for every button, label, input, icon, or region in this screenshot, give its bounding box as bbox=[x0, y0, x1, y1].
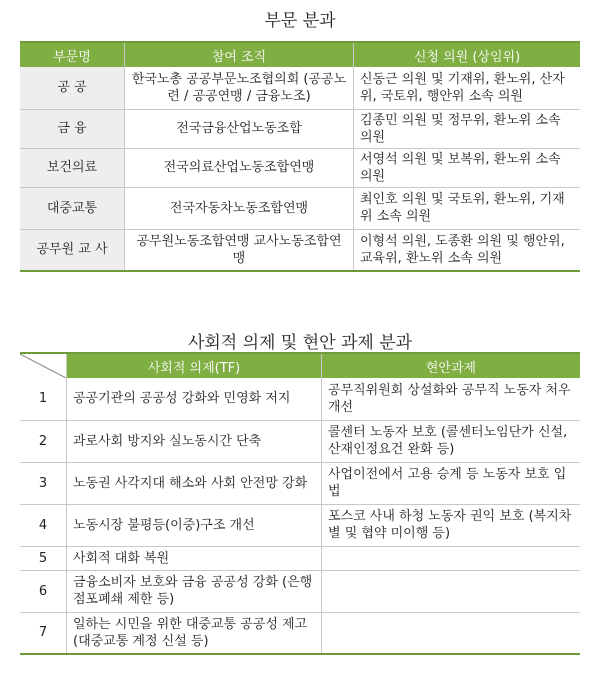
department-cell: 대중교통 bbox=[20, 187, 125, 229]
row-number: 5 bbox=[20, 546, 67, 570]
table-header-row bbox=[20, 353, 580, 378]
row-number: 6 bbox=[20, 570, 67, 612]
lawmakers-cell: 신동근 의원 및 기재위, 환노위, 산자위, 국토위, 행안위 소속 의원 bbox=[354, 67, 581, 109]
row-number: 4 bbox=[20, 504, 67, 546]
table-row bbox=[20, 546, 580, 570]
header-department: 부문명 bbox=[20, 42, 125, 67]
table-row bbox=[20, 229, 580, 271]
issue-cell: 사업이전에서 고용 승계 등 노동자 보호 입법 bbox=[322, 462, 581, 504]
lawmakers-cell: 서영석 의원 및 보복위, 환노위 소속 의원 bbox=[354, 148, 581, 187]
header-lawmakers: 신청 의원 (상임위) bbox=[354, 42, 581, 67]
department-cell: 공무원 교 사 bbox=[20, 229, 125, 271]
social-agenda-table bbox=[20, 352, 580, 655]
table-row bbox=[20, 504, 580, 546]
table-row bbox=[20, 148, 580, 187]
department-cell: 보건의료 bbox=[20, 148, 125, 187]
organization-cell: 공무원노동조합연맹 교사노동조합연맹 bbox=[125, 229, 354, 271]
agenda-cell: 일하는 시민을 위한 대중교통 공공성 제고 (대중교통 계정 신설 등) bbox=[67, 612, 322, 654]
agenda-cell: 노동시장 불평등(이중)구조 개선 bbox=[67, 504, 322, 546]
issue-cell: 콜센터 노동자 보호 (콜센터노임단가 신설, 산재인정요건 완화 등) bbox=[322, 420, 581, 462]
organization-cell: 전국자동차노동조합연맹 bbox=[125, 187, 354, 229]
row-number: 2 bbox=[20, 420, 67, 462]
diagonal-line-icon bbox=[20, 354, 66, 378]
issue-cell bbox=[322, 546, 581, 570]
issue-cell: 공무직위원회 상설화와 공무직 노동자 처우 개선 bbox=[322, 378, 581, 420]
table-header-row bbox=[20, 42, 580, 67]
table-row bbox=[20, 612, 580, 654]
table-row bbox=[20, 378, 580, 420]
department-cell: 금 융 bbox=[20, 109, 125, 148]
section2-title: 사회적 의제 및 현안 과제 분과 bbox=[187, 333, 413, 353]
header-corner-cell bbox=[20, 353, 67, 378]
table-row bbox=[20, 187, 580, 229]
row-number: 7 bbox=[20, 612, 67, 654]
table-row bbox=[20, 67, 580, 109]
lawmakers-cell: 이형석 의원, 도종환 의원 및 행안위, 교육위, 환노위 소속 의원 bbox=[354, 229, 581, 271]
header-organization: 참여 조직 bbox=[125, 42, 354, 67]
lawmakers-cell: 최인호 의원 및 국토위, 환노위, 기재위 소속 의원 bbox=[354, 187, 581, 229]
issue-cell: 포스코 사내 하청 노동자 권익 보호 (복지차별 및 협약 미이행 등) bbox=[322, 504, 581, 546]
lawmakers-cell: 김종민 의원 및 정무위, 환노위 소속 의원 bbox=[354, 109, 581, 148]
agenda-cell: 과로사회 방지와 실노동시간 단축 bbox=[67, 420, 322, 462]
header-pending-issues: 현안과제 bbox=[322, 353, 581, 378]
organization-cell: 한국노총 공공부문노조협의회 (공공노련 / 공공연맹 / 금융노조) bbox=[125, 67, 354, 109]
table-row bbox=[20, 570, 580, 612]
agenda-cell: 공공기관의 공공성 강화와 민영화 저지 bbox=[67, 378, 322, 420]
organization-cell: 전국금융산업노동조합 bbox=[125, 109, 354, 148]
issue-cell bbox=[322, 570, 581, 612]
issue-cell bbox=[322, 612, 581, 654]
agenda-cell: 사회적 대화 복원 bbox=[67, 546, 322, 570]
agenda-cell: 금융소비자 보호와 금융 공공성 강화 (은행점포폐쇄 제한 등) bbox=[67, 570, 322, 612]
department-cell: 공 공 bbox=[20, 67, 125, 109]
header-social-agenda: 사회적 의제(TF) bbox=[67, 353, 322, 378]
agenda-cell: 노동권 사각지대 해소와 사회 안전망 강화 bbox=[67, 462, 322, 504]
section1-title: 부문 분과 bbox=[264, 11, 336, 31]
organization-cell: 전국의료산업노동조합연맹 bbox=[125, 148, 354, 187]
table-row bbox=[20, 109, 580, 148]
table-row bbox=[20, 420, 580, 462]
department-committee-table bbox=[20, 41, 580, 272]
table-row bbox=[20, 462, 580, 504]
row-number: 3 bbox=[20, 462, 67, 504]
row-number: 1 bbox=[20, 378, 67, 420]
